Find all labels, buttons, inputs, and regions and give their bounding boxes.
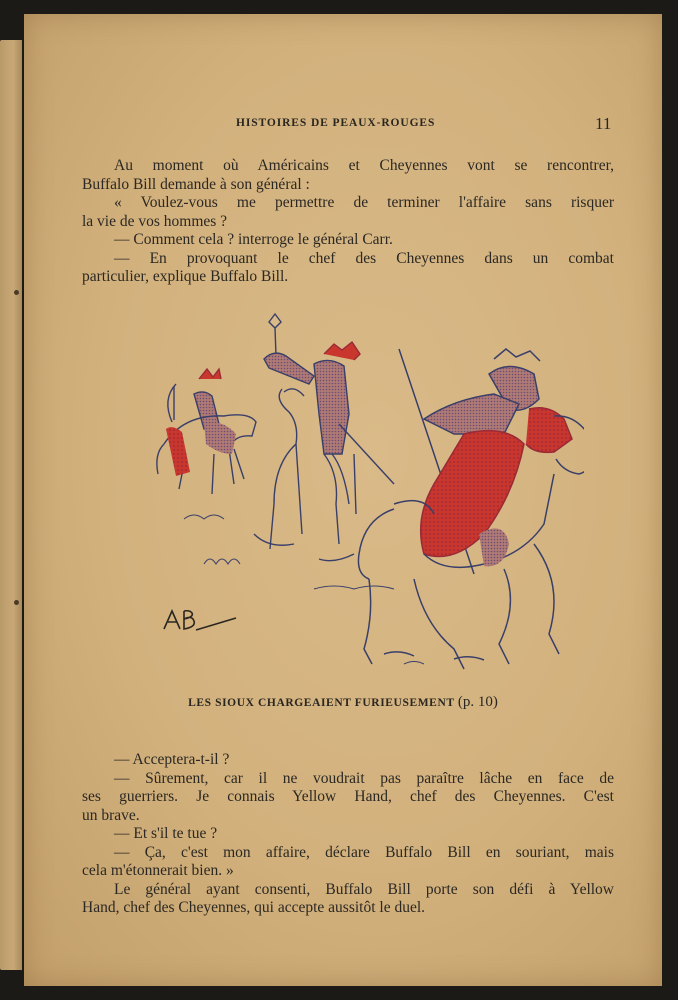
spear-rider (358, 349, 584, 669)
text-line: la vie de vos hommes ? (82, 212, 228, 230)
caption-text: LES SIOUX CHARGEAIENT FURIEUSEMENT (188, 697, 455, 709)
archer-rider (157, 369, 256, 494)
text-line: ses guerriers. Je connais Yellow Hand, chef des Cheyennes. C'est (82, 788, 614, 805)
binding-hole (14, 600, 19, 605)
ground-hatching (184, 515, 424, 664)
running-title: HISTOIRES DE PEAUX-ROUGES (236, 117, 436, 129)
book-page (24, 14, 662, 986)
text-line: — Et s'il te tue ? (114, 825, 218, 842)
tomahawk-rider (254, 314, 394, 561)
bottom-paragraphs (82, 751, 614, 918)
top-paragraphs (82, 157, 614, 287)
text-line: — Ça, c'est mon affaire, déclare Buffalo Bill en souriant, mais (114, 843, 614, 861)
text-line: — En provoquant le chef des Cheyennes dans un combat (114, 249, 614, 267)
text-line: particulier, explique Buffalo Bill. (82, 268, 289, 285)
text-line: — Comment cela ? interroge le général Carr. (114, 231, 393, 248)
text-line: Au moment où Américains et Cheyennes vont se rencontrer, (114, 157, 614, 174)
facing-page-edge (0, 40, 22, 970)
binding-hole (14, 290, 19, 295)
text-line: cela m'étonnerait bien. » (82, 862, 234, 879)
horsemen-charging-illustration (124, 304, 584, 689)
text-line: — Sûrement, car il ne voudrait pas paraître lâche en face de (114, 769, 614, 787)
text-line: Hand, chef des Cheyennes, qui accepte aussitôt le duel. (82, 899, 426, 916)
running-header (24, 114, 662, 134)
text-line: un brave. (82, 806, 140, 824)
page-number: 11 (595, 114, 612, 133)
artist-signature (164, 611, 236, 630)
text-line: — Acceptera-t-il ? (114, 751, 230, 768)
text-line: Le général ayant consenti, Buffalo Bill porte son défi à Yellow (114, 880, 614, 898)
illustration-caption (24, 694, 662, 711)
caption-page-ref: (p. 10) (457, 694, 498, 710)
text-line: « Voulez-vous me permettre de terminer l'affaire sans risquer (114, 194, 614, 211)
text-line: Buffalo Bill demande à son général : (82, 175, 310, 193)
